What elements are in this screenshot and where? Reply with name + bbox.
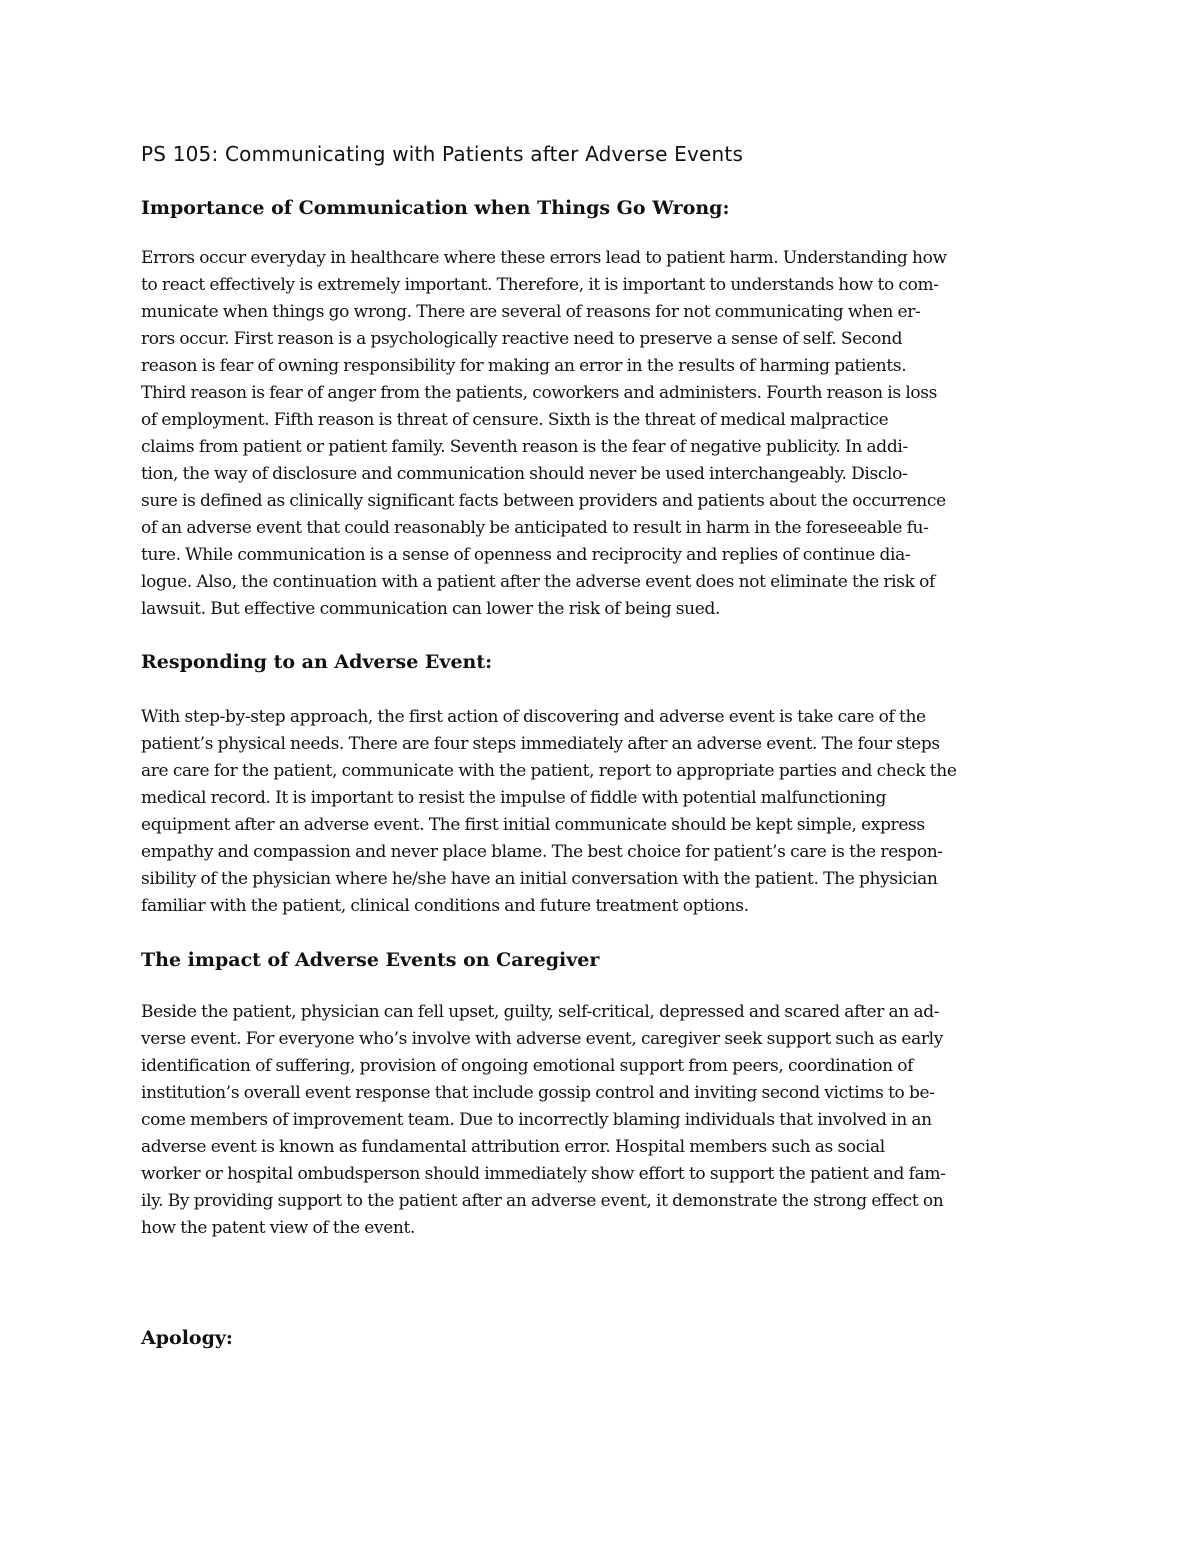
paragraph-line: medical record. It is important to resist the impulse of fiddle with potential malfunctioning [141,788,887,808]
paragraph-line: ily. By providing support to the patient after an adverse event, it demonstrate the strong effect on [141,1191,944,1211]
paragraph-line: verse event. For everyone who’s involve with adverse event, caregiver seek support such as early [141,1029,944,1049]
paragraph-line: lawsuit. But effective communication can lower the risk of being sued. [141,599,721,619]
paragraph-line: sure is defined as clinically significant facts between providers and patients about the occurrence [141,491,946,511]
paragraph-line: of an adverse event that could reasonably be anticipated to result in harm in the foreseeable fu- [141,518,929,538]
paragraph-importance [141,245,1061,623]
paragraph-line: patient’s physical needs. There are four steps immediately after an adverse event. The four steps [141,734,940,754]
paragraph-line: of employment. Fifth reason is threat of censure. Sixth is the threat of medical malpractice [141,410,889,430]
paragraph-line: familiar with the patient, clinical conditions and future treatment options. [141,896,749,916]
paragraph-line: adverse event is known as fundamental attribution error. Hospital members such as social [141,1137,885,1157]
paragraph-line: worker or hospital ombudsperson should immediately show effort to support the patient and fam- [141,1164,946,1184]
paragraph-line: reason is fear of owning responsibility for making an error in the results of harming patients. [141,356,907,376]
paragraph-line: Third reason is fear of anger from the patients, coworkers and administers. Fourth reason is loss [141,383,938,403]
paragraph-line: Errors occur everyday in healthcare where these errors lead to patient harm. Understanding how [141,248,947,268]
paragraph-line: institution’s overall event response that include gossip control and inviting second victims to be- [141,1083,935,1103]
paragraph-line: are care for the patient, communicate with the patient, report to appropriate parties and check the [141,761,957,781]
paragraph-line: equipment after an adverse event. The first initial communicate should be kept simple, express [141,815,925,835]
paragraph-line: how the patent view of the event. [141,1218,416,1238]
paragraph-line: rors occur. First reason is a psychologically reactive need to preserve a sense of self. Second [141,329,903,349]
paragraph-line: Beside the patient, physician can fell upset, guilty, self-critical, depressed and scared after an ad- [141,1002,940,1022]
paragraph-line: come members of improvement team. Due to incorrectly blaming individuals that involved in an [141,1110,932,1130]
paragraph-line: municate when things go wrong. There are several of reasons for not communicating when er- [141,302,921,322]
paragraph-line: empathy and compassion and never place blame. The best choice for patient’s care is the respon- [141,842,943,862]
paragraph-line: With step-by-step approach, the first action of discovering and adverse event is take care of the [141,707,926,727]
section-heading-impact: The impact of Adverse Events on Caregiver [141,949,600,971]
paragraph-responding [141,704,1061,920]
paragraph-line: to react effectively is extremely important. Therefore, it is important to understands how to com- [141,275,939,295]
paragraph-impact [141,999,1061,1242]
paragraph-line: logue. Also, the continuation with a patient after the adverse event does not eliminate the risk of [141,572,935,592]
paragraph-line: identification of suffering, provision of ongoing emotional support from peers, coordination of [141,1056,914,1076]
paragraph-line: sibility of the physician where he/she have an initial conversation with the patient. The physician [141,869,938,889]
paragraph-line: tion, the way of disclosure and communication should never be used interchangeably. Disclo- [141,464,908,484]
section-heading-responding: Responding to an Adverse Event: [141,651,493,673]
paragraph-line: claims from patient or patient family. Seventh reason is the fear of negative publicity. In addi- [141,437,908,457]
section-heading-apology: Apology: [141,1327,233,1349]
section-heading-importance: Importance of Communication when Things Go Wrong: [141,197,730,219]
paragraph-line: ture. While communication is a sense of openness and reciprocity and replies of continue dia- [141,545,911,565]
document-title: PS 105: Communicating with Patients after Adverse Events [141,142,744,166]
